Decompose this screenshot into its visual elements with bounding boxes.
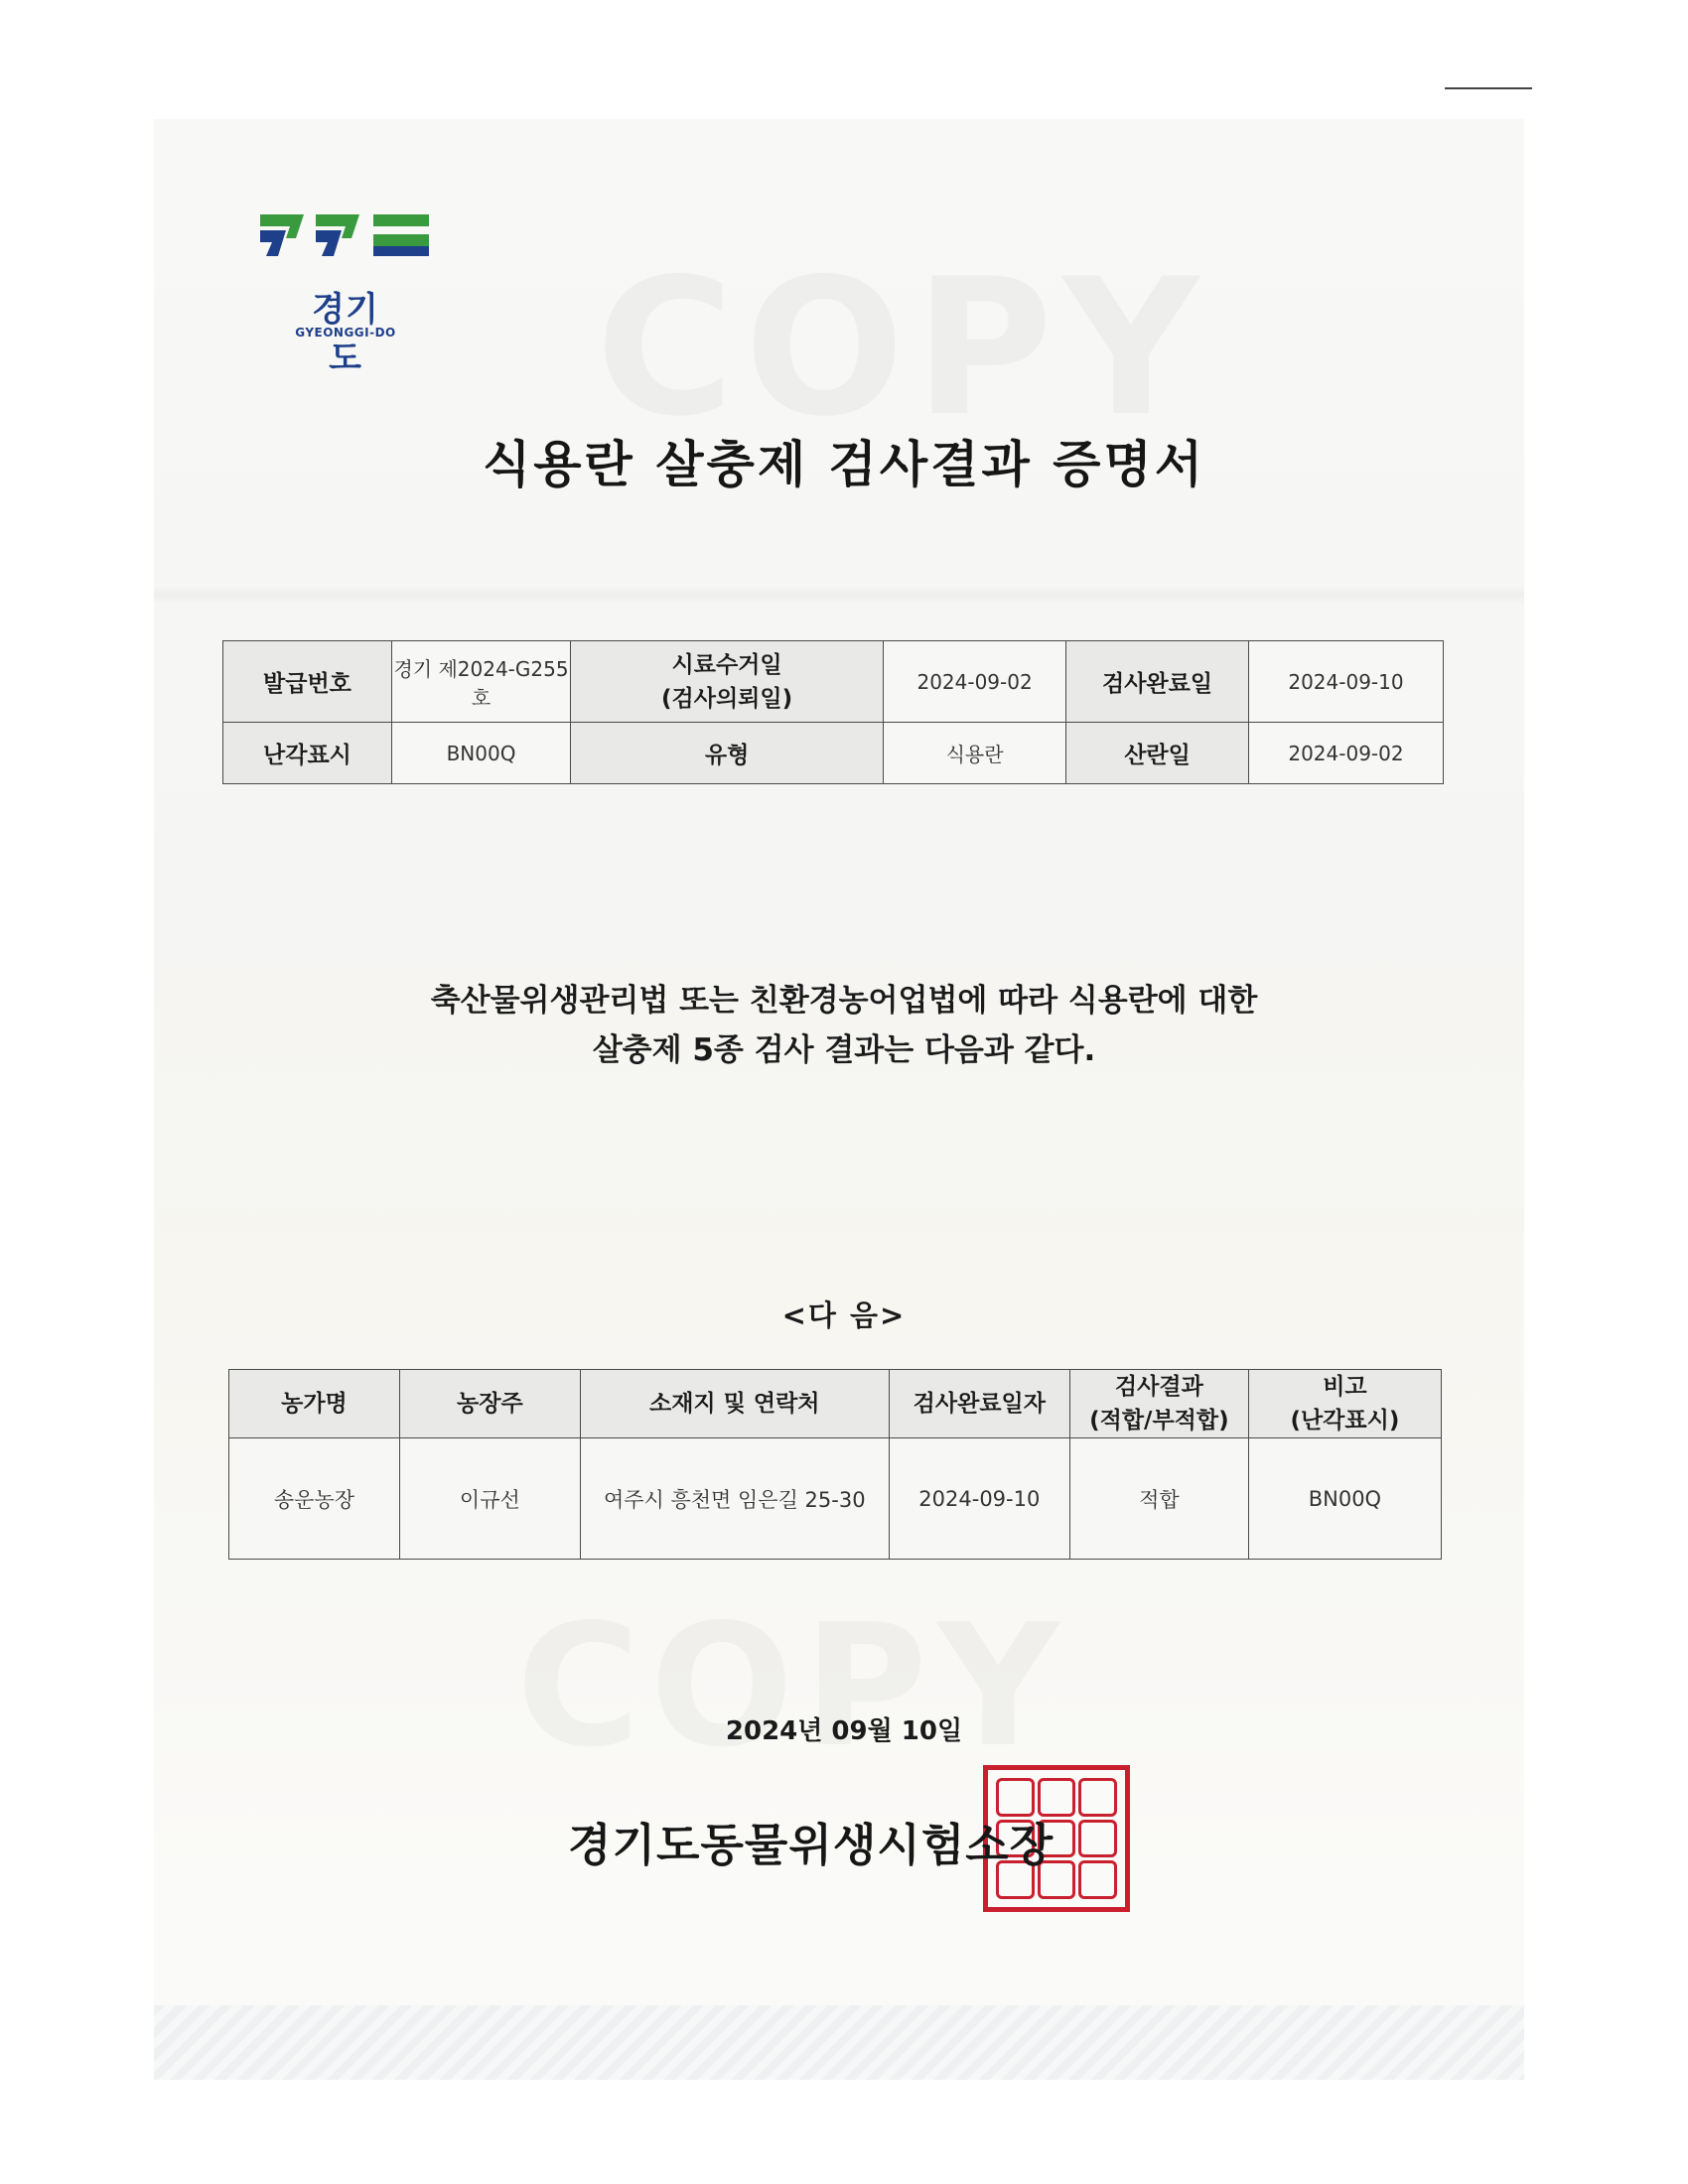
watermark-bottom	[516, 1588, 1069, 1785]
type-label: 유형	[571, 723, 884, 784]
row-note: BN00Q	[1248, 1438, 1441, 1560]
header-note	[1248, 1370, 1441, 1438]
issue-no-value: 경기 제2024-G255호	[391, 641, 570, 723]
header-address: 소재지 및 연락처	[580, 1370, 889, 1438]
row-owner: 이규선	[399, 1438, 580, 1560]
row-farm: 송운농장	[229, 1438, 400, 1560]
certificate-info-table	[222, 640, 1444, 784]
sample-date-label-sub: (검사의뢰일)	[661, 685, 793, 712]
egg-mark-label: 난각표시	[223, 723, 392, 784]
header-farm: 농가명	[229, 1370, 400, 1438]
edge-line	[1445, 87, 1532, 89]
gyeonggi-logo	[256, 210, 435, 378]
header-note-sub: (난각표시)	[1290, 1408, 1400, 1433]
header-result	[1069, 1370, 1248, 1438]
header-result-main: 검사결과	[1114, 1374, 1203, 1400]
egg-mark-value: BN00Q	[391, 723, 570, 784]
section-heading: <다 음>	[781, 1298, 907, 1332]
completed-date-value: 2024-09-10	[1248, 641, 1443, 723]
statement-line-1: 축산물위생관리법 또는 친환경농어업법에 따라 식용란에 대한	[430, 983, 1258, 1019]
security-pattern-band	[154, 2005, 1524, 2080]
gyeonggi-logo-icon	[256, 210, 435, 280]
statement-line-2: 살충제 5종 검사 결과는 다음과 같다.	[592, 1032, 1096, 1068]
header-owner: 농장주	[399, 1370, 580, 1438]
row-completed: 2024-09-10	[889, 1438, 1069, 1560]
sample-date-label-main: 시료수거일	[671, 651, 782, 678]
paper-fold	[154, 586, 1524, 604]
table-row	[229, 1438, 1442, 1560]
logo-name-ko: 경기도	[312, 290, 379, 378]
header-result-sub: (적합/부적합)	[1089, 1408, 1229, 1433]
issue-no-label: 발급번호	[223, 641, 392, 723]
issue-date: 2024년 09월 10일	[725, 1716, 963, 1746]
row-address: 여주시 흥천면 임은길 25-30	[580, 1438, 889, 1560]
completed-date-label: 검사완료일	[1066, 641, 1249, 723]
statement	[0, 976, 1688, 1075]
result-table	[228, 1369, 1442, 1560]
header-completed: 검사완료일자	[889, 1370, 1069, 1438]
sample-date-label	[571, 641, 884, 723]
document-title: 식용란 살충제 검사결과 증명서	[482, 436, 1206, 493]
issuer-name: 경기도동물위생시험소장	[568, 1819, 1055, 1871]
row-result: 적합	[1069, 1438, 1248, 1560]
header-note-main: 비고	[1323, 1374, 1367, 1400]
laid-date-value: 2024-09-02	[1248, 723, 1443, 784]
sample-date-value: 2024-09-02	[884, 641, 1066, 723]
type-value: 식용란	[884, 723, 1066, 784]
laid-date-label: 산란일	[1066, 723, 1249, 784]
logo-name-en: GYEONGGI-DO	[295, 326, 396, 340]
